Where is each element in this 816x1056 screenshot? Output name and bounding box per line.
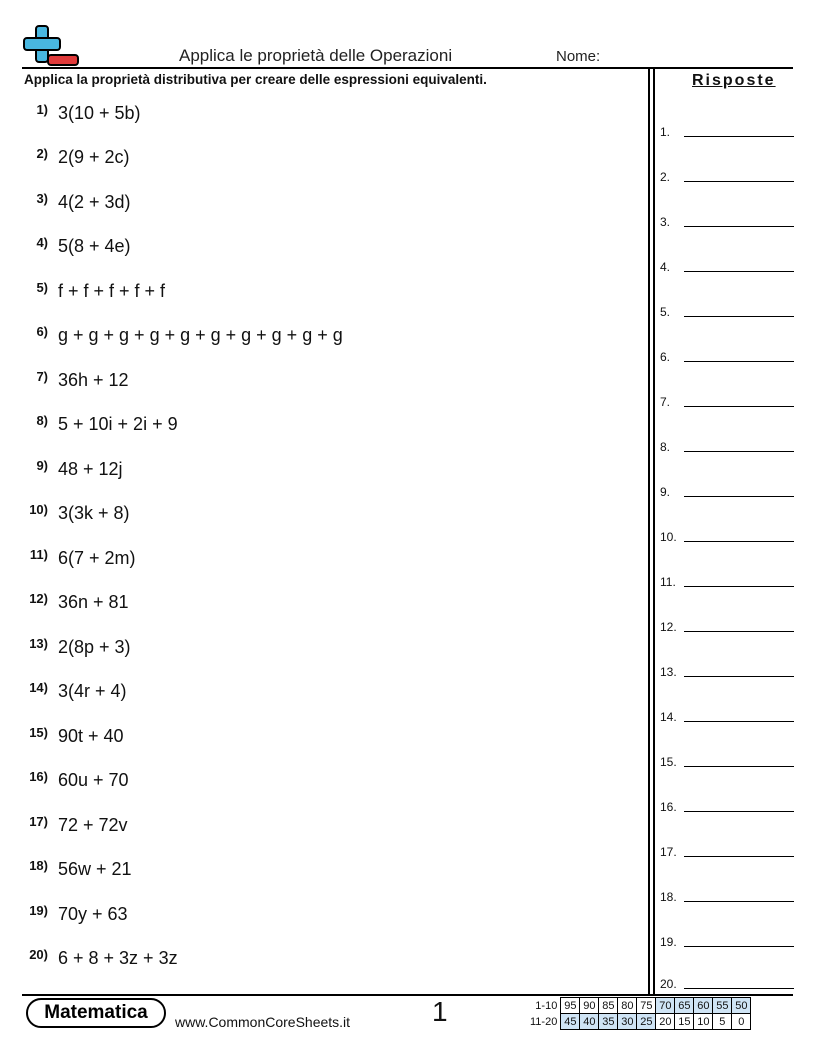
problem-expression: 70y + 63 (58, 904, 128, 924)
problem-expression: 36n + 81 (58, 592, 129, 612)
problem-number: 18) (29, 858, 48, 873)
answer-blank[interactable] (660, 971, 794, 991)
problem-item (24, 369, 634, 393)
problem-expression: 36h + 12 (58, 370, 129, 390)
score-cell: 55 (713, 998, 732, 1014)
answer-number: 2. (660, 170, 671, 184)
answers-title: Risposte (692, 72, 776, 89)
problem-item (24, 947, 634, 971)
page-title: Applica le proprietà delle Operazioni (179, 46, 453, 65)
answer-line (684, 361, 794, 362)
column-divider (648, 68, 650, 994)
answer-number: 14. (660, 710, 677, 724)
answer-line (684, 271, 794, 272)
score-cell: 25 (637, 1014, 656, 1030)
answer-line (684, 721, 794, 722)
score-cell: 15 (675, 1014, 694, 1030)
score-row (528, 1014, 751, 1030)
answer-line (684, 226, 794, 227)
answer-blank[interactable] (660, 164, 794, 184)
brand-badge: Matematica (26, 998, 166, 1028)
problem-number: 3) (36, 191, 48, 206)
problem-expression: 48 + 12j (58, 459, 123, 479)
problem-item (24, 858, 634, 882)
problem-expression: 56w + 21 (58, 859, 132, 879)
score-cell: 95 (561, 998, 580, 1014)
answer-blank[interactable] (660, 209, 794, 229)
answer-number: 1. (660, 125, 671, 139)
problem-item (24, 146, 634, 170)
answer-line (684, 946, 794, 947)
answer-line (684, 586, 794, 587)
answer-blank[interactable] (660, 569, 794, 589)
problem-number: 7) (36, 369, 48, 384)
score-cell: 90 (580, 998, 599, 1014)
problem-expression: 5(8 + 4e) (58, 236, 131, 256)
answer-number: 10. (660, 530, 677, 544)
answer-line (684, 406, 794, 407)
problem-number: 4) (36, 235, 48, 250)
score-cell: 60 (694, 998, 713, 1014)
problem-item (24, 680, 634, 704)
answer-line (684, 676, 794, 677)
answer-number: 7. (660, 395, 671, 409)
answer-number: 19. (660, 935, 677, 949)
answer-line (684, 496, 794, 497)
answer-blank[interactable] (660, 749, 794, 769)
score-cell: 0 (732, 1014, 751, 1030)
page-number: 1 (432, 996, 448, 1027)
answer-blank[interactable] (660, 929, 794, 949)
score-cell: 65 (675, 998, 694, 1014)
problem-item (24, 903, 634, 927)
answer-line (684, 316, 794, 317)
site-url: www.CommonCoreSheets.it (175, 1014, 351, 1030)
problem-item (24, 191, 634, 215)
answer-line (684, 988, 794, 989)
answer-blank[interactable] (660, 839, 794, 859)
problem-expression: g + g + g + g + g + g + g + g + g + g (58, 325, 343, 345)
problem-number: 5) (36, 280, 48, 295)
score-cell: 85 (599, 998, 618, 1014)
answer-blank[interactable] (660, 479, 794, 499)
answer-number: 17. (660, 845, 677, 859)
answer-line (684, 136, 794, 137)
problem-number: 12) (29, 591, 48, 606)
answer-blank[interactable] (660, 614, 794, 634)
answer-blank[interactable] (660, 254, 794, 274)
answer-number: 3. (660, 215, 671, 229)
problem-expression: 72 + 72v (58, 815, 128, 835)
column-divider-inner (653, 68, 655, 994)
answer-blank[interactable] (660, 389, 794, 409)
answer-number: 15. (660, 755, 677, 769)
problem-expression: f + f + f + f + f (58, 281, 166, 301)
problem-expression: 4(2 + 3d) (58, 192, 131, 212)
problem-number: 1) (36, 102, 48, 117)
problem-expression: 3(10 + 5b) (58, 103, 141, 123)
problem-number: 8) (36, 413, 48, 428)
problem-item (24, 814, 634, 838)
problem-number: 15) (29, 725, 48, 740)
answer-number: 6. (660, 350, 671, 364)
problem-expression: 3(3k + 8) (58, 503, 130, 523)
problem-expression: 2(8p + 3) (58, 637, 131, 657)
answer-blank[interactable] (660, 524, 794, 544)
answer-line (684, 451, 794, 452)
problem-item (24, 636, 634, 660)
answer-number: 8. (660, 440, 671, 454)
answer-line (684, 901, 794, 902)
answer-number: 9. (660, 485, 671, 499)
problem-number: 9) (36, 458, 48, 473)
problem-item (24, 769, 634, 793)
answer-blank[interactable] (660, 659, 794, 679)
problem-number: 6) (36, 324, 48, 339)
footer-rule (22, 994, 793, 996)
problem-expression: 3(4r + 4) (58, 681, 127, 701)
answer-number: 12. (660, 620, 677, 634)
problem-expression: 6 + 8 + 3z + 3z (58, 948, 178, 968)
instructions: Applica la proprietà distributiva per creare delle espressioni equivalenti. (24, 72, 487, 87)
answer-number: 18. (660, 890, 677, 904)
problem-item (24, 280, 634, 304)
name-label: Nome: (556, 48, 601, 65)
score-cell: 50 (732, 998, 751, 1014)
score-cell: 45 (561, 1014, 580, 1030)
answer-blank[interactable] (660, 794, 794, 814)
problem-expression: 5 + 10i + 2i + 9 (58, 414, 178, 434)
score-row-label: 1-10 (535, 999, 558, 1012)
answer-blank[interactable] (660, 119, 794, 139)
answer-number: 4. (660, 260, 671, 274)
problem-expression: 2(9 + 2c) (58, 147, 130, 167)
problem-item (24, 725, 634, 749)
problem-number: 10) (29, 502, 48, 517)
answer-number: 5. (660, 305, 671, 319)
score-cell: 75 (637, 998, 656, 1014)
answer-line (684, 181, 794, 182)
answer-line (684, 766, 794, 767)
problem-number: 11) (29, 547, 48, 562)
problem-number: 19) (29, 903, 48, 918)
answer-number: 20. (660, 977, 677, 991)
problem-expression: 6(7 + 2m) (58, 548, 136, 568)
problem-expression: 90t + 40 (58, 726, 124, 746)
problem-item (24, 324, 634, 348)
score-table (528, 997, 751, 1030)
plus-minus-icon (22, 24, 80, 68)
answer-blank[interactable] (660, 884, 794, 904)
answer-number: 13. (660, 665, 677, 679)
answer-number: 11. (660, 575, 676, 589)
answer-blank[interactable] (660, 344, 794, 364)
problem-item (24, 502, 634, 526)
answer-line (684, 631, 794, 632)
answer-line (684, 856, 794, 857)
problem-item (24, 235, 634, 259)
problem-item (24, 102, 634, 126)
problem-number: 13) (29, 636, 48, 651)
answer-blank[interactable] (660, 704, 794, 724)
score-cell: 70 (656, 998, 675, 1014)
score-cell: 5 (713, 1014, 732, 1030)
score-cell: 80 (618, 998, 637, 1014)
answer-line (684, 811, 794, 812)
problem-number: 20) (29, 947, 48, 962)
problem-number: 2) (36, 146, 48, 161)
problem-item (24, 413, 634, 437)
score-cell: 35 (599, 1014, 618, 1030)
problem-number: 16) (29, 769, 48, 784)
score-row (528, 998, 751, 1014)
answer-blank[interactable] (660, 299, 794, 319)
score-cell: 10 (694, 1014, 713, 1030)
score-row-label: 11-20 (530, 1015, 558, 1028)
problem-number: 17) (29, 814, 48, 829)
header-rule (22, 67, 793, 69)
answer-number: 16. (660, 800, 677, 814)
problem-item (24, 591, 634, 615)
score-cell: 20 (656, 1014, 675, 1030)
problem-item (24, 547, 634, 571)
problem-item (24, 458, 634, 482)
answer-blank[interactable] (660, 434, 794, 454)
problem-expression: 60u + 70 (58, 770, 129, 790)
score-cell: 40 (580, 1014, 599, 1030)
answer-line (684, 541, 794, 542)
problem-number: 14) (29, 680, 48, 695)
score-cell: 30 (618, 1014, 637, 1030)
